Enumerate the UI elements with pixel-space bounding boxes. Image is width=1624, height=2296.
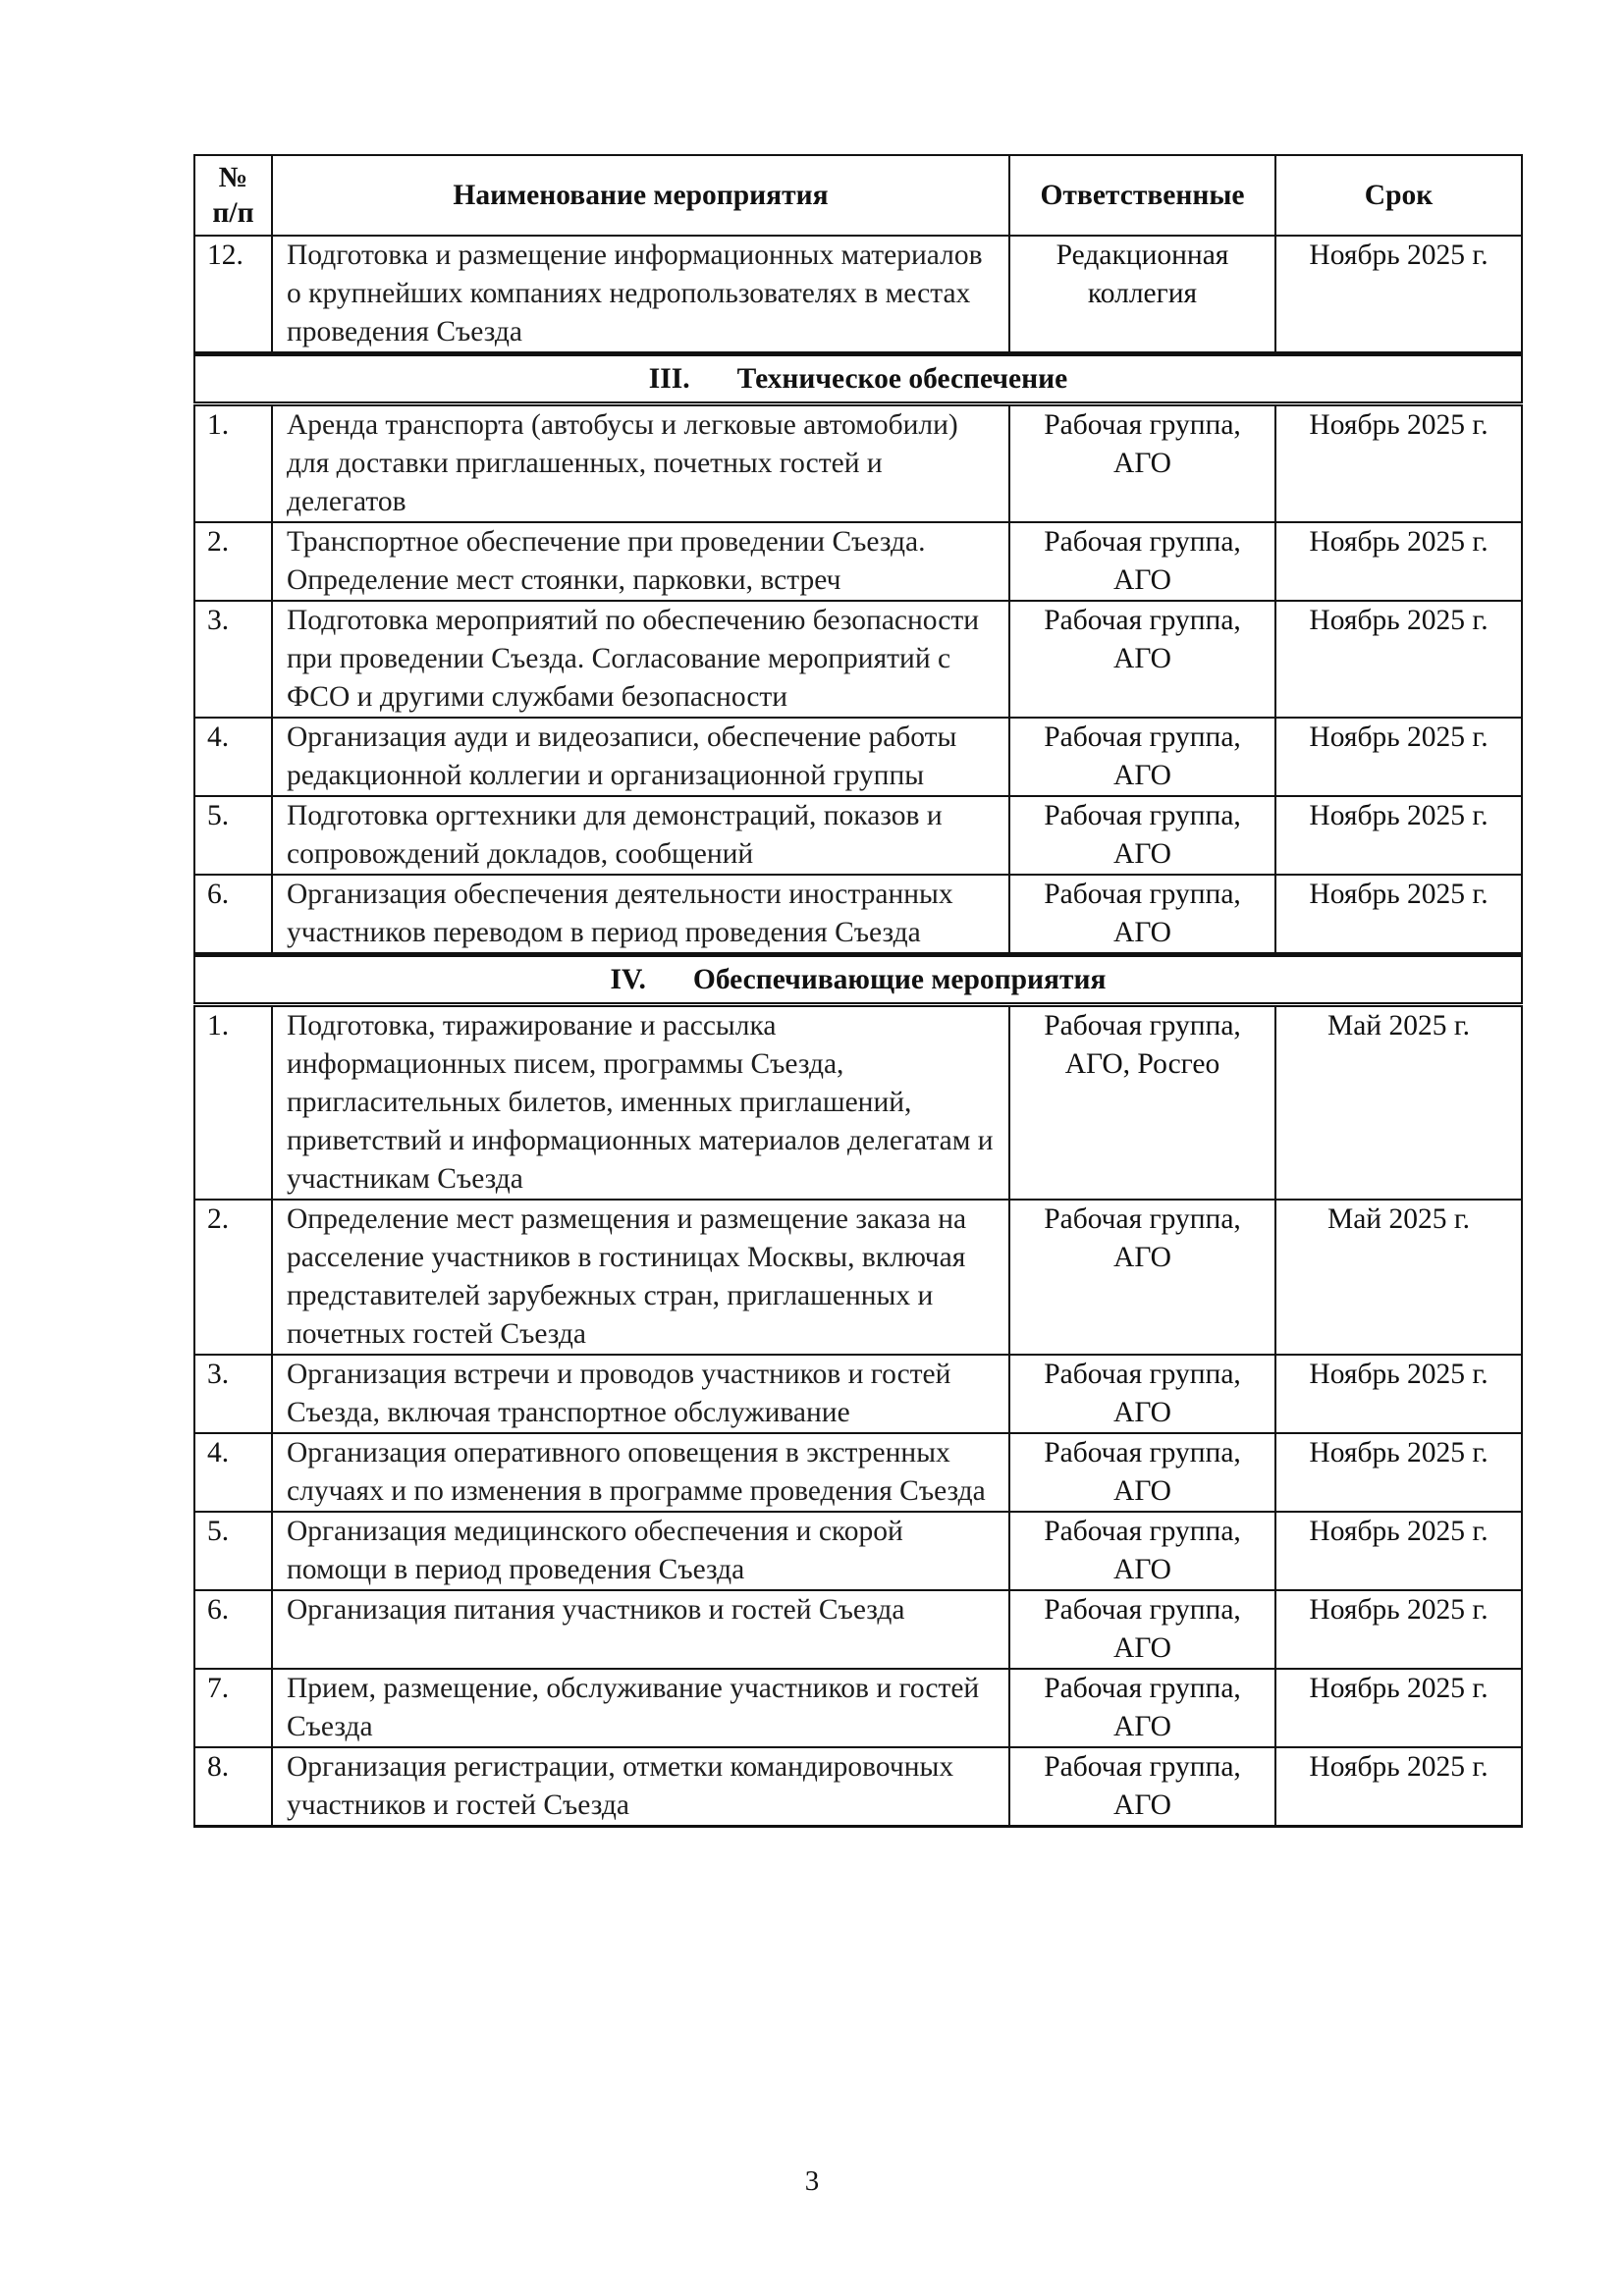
row-deadline: Ноябрь 2025 г.	[1275, 1747, 1522, 1827]
row-responsible: Рабочая группа, АГО	[1009, 601, 1275, 718]
table-header	[194, 155, 1522, 236]
row-deadline: Май 2025 г.	[1275, 1200, 1522, 1355]
section-roman: IV.	[610, 963, 646, 995]
table-row	[194, 875, 1522, 955]
row-responsible: Рабочая группа, АГО	[1009, 1669, 1275, 1747]
row-num: 4.	[194, 718, 272, 796]
row-responsible: Рабочая группа, АГО	[1009, 796, 1275, 875]
row-deadline: Ноябрь 2025 г.	[1275, 875, 1522, 955]
section-title-cell	[194, 955, 1522, 1005]
row-responsible: Рабочая группа, АГО	[1009, 875, 1275, 955]
row-name: Прием, размещение, обслуживание участников и гостей Съезда	[272, 1669, 1009, 1747]
row-num: 1.	[194, 404, 272, 523]
table-row	[194, 522, 1522, 601]
table-row	[194, 1747, 1522, 1827]
page-number: 3	[804, 2165, 820, 2197]
row-num: 8.	[194, 1747, 272, 1827]
row-num: 12.	[194, 236, 272, 354]
row-deadline: Ноябрь 2025 г.	[1275, 236, 1522, 354]
row-num: 7.	[194, 1669, 272, 1747]
header-num-line1: №	[218, 162, 248, 193]
row-name: Организация регистрации, отметки командировочных участников и гостей Съезда	[272, 1747, 1009, 1827]
row-num: 1.	[194, 1005, 272, 1201]
table-row	[194, 1512, 1522, 1590]
row-name: Организация обеспечения деятельности иностранных участников переводом в период проведения Съезда	[272, 875, 1009, 955]
row-responsible: Рабочая группа, АГО	[1009, 404, 1275, 523]
table-row	[194, 601, 1522, 718]
section-header-supporting	[194, 955, 1522, 1005]
row-responsible: Рабочая группа, АГО	[1009, 1200, 1275, 1355]
table-row	[194, 1433, 1522, 1512]
row-name: Подготовка, тиражирование и рассылка информационных писем, программы Съезда, пригласительных билетов, именных приглашений, приветствий и информационных материалов делегатам и участникам Съезда	[272, 1005, 1009, 1201]
row-num: 6.	[194, 1590, 272, 1669]
table-row	[194, 1355, 1522, 1433]
row-responsible: Рабочая группа, АГО	[1009, 1512, 1275, 1590]
row-deadline: Ноябрь 2025 г.	[1275, 718, 1522, 796]
row-num: 3.	[194, 601, 272, 718]
section-title: Обеспечивающие мероприятия	[692, 963, 1107, 995]
row-name: Организация оперативного оповещения в экстренных случаях и по изменения в программе проведения Съезда	[272, 1433, 1009, 1512]
row-num: 5.	[194, 796, 272, 875]
row-deadline: Ноябрь 2025 г.	[1275, 601, 1522, 718]
row-name: Организация питания участников и гостей Съезда	[272, 1590, 1009, 1669]
row-responsible: Рабочая группа, АГО	[1009, 1747, 1275, 1827]
row-deadline: Ноябрь 2025 г.	[1275, 1512, 1522, 1590]
table-row	[194, 796, 1522, 875]
header-num	[194, 155, 272, 236]
row-num: 4.	[194, 1433, 272, 1512]
table-row	[194, 404, 1522, 523]
section-title: Техническое обеспечение	[736, 362, 1068, 395]
table-body	[194, 236, 1522, 1827]
row-name: Организация встречи и проводов участников и гостей Съезда, включая транспортное обслуживание	[272, 1355, 1009, 1433]
row-deadline: Ноябрь 2025 г.	[1275, 1590, 1522, 1669]
row-responsible: Рабочая группа, АГО	[1009, 1433, 1275, 1512]
events-plan-table	[193, 154, 1523, 1828]
row-name: Подготовка оргтехники для демонстраций, показов и сопровождений докладов, сообщений	[272, 796, 1009, 875]
row-name: Организация медицинского обеспечения и скорой помощи в период проведения Съезда	[272, 1512, 1009, 1590]
header-deadline: Срок	[1275, 155, 1522, 236]
table-row	[194, 1005, 1522, 1201]
row-deadline: Май 2025 г.	[1275, 1005, 1522, 1201]
row-deadline: Ноябрь 2025 г.	[1275, 404, 1522, 523]
row-responsible: Рабочая группа, АГО	[1009, 718, 1275, 796]
row-deadline: Ноябрь 2025 г.	[1275, 1433, 1522, 1512]
table-row	[194, 1669, 1522, 1747]
section-roman: III.	[648, 362, 690, 395]
table-row	[194, 236, 1522, 354]
row-name: Организация ауди и видеозаписи, обеспечение работы редакционной коллегии и организационной группы	[272, 718, 1009, 796]
row-num: 2.	[194, 522, 272, 601]
row-responsible: Редакционная коллегия	[1009, 236, 1275, 354]
row-num: 5.	[194, 1512, 272, 1590]
row-deadline: Ноябрь 2025 г.	[1275, 796, 1522, 875]
header-name: Наименование мероприятия	[272, 155, 1009, 236]
row-name: Аренда транспорта (автобусы и легковые автомобили) для доставки приглашенных, почетных гостей и делегатов	[272, 404, 1009, 523]
section-title-cell	[194, 354, 1522, 404]
header-num-line2: п/п	[212, 197, 254, 229]
table-row	[194, 718, 1522, 796]
row-name: Подготовка мероприятий по обеспечению безопасности при проведении Съезда. Согласование мероприятий с ФСО и другими службами безопасности	[272, 601, 1009, 718]
section-header-technical	[194, 354, 1522, 404]
table-row	[194, 1200, 1522, 1355]
row-deadline: Ноябрь 2025 г.	[1275, 522, 1522, 601]
table-row	[194, 1590, 1522, 1669]
row-deadline: Ноябрь 2025 г.	[1275, 1669, 1522, 1747]
row-responsible: Рабочая группа, АГО	[1009, 1590, 1275, 1669]
row-responsible: Рабочая группа, АГО	[1009, 1355, 1275, 1433]
row-responsible: Рабочая группа, АГО	[1009, 522, 1275, 601]
row-num: 6.	[194, 875, 272, 955]
row-num: 3.	[194, 1355, 272, 1433]
row-name: Подготовка и размещение информационных материалов о крупнейших компаниях недропользователях в местах проведения Съезда	[272, 236, 1009, 354]
row-name: Транспортное обеспечение при проведении Съезда. Определение мест стоянки, парковки, встреч	[272, 522, 1009, 601]
header-row	[194, 155, 1522, 236]
row-name: Определение мест размещения и размещение заказа на расселение участников в гостиницах Москвы, включая представителей зарубежных стран, приглашенных и почетных гостей Съезда	[272, 1200, 1009, 1355]
row-deadline: Ноябрь 2025 г.	[1275, 1355, 1522, 1433]
row-responsible: Рабочая группа, АГО, Росгео	[1009, 1005, 1275, 1201]
row-num: 2.	[194, 1200, 272, 1355]
header-responsible: Ответственные	[1009, 155, 1275, 236]
